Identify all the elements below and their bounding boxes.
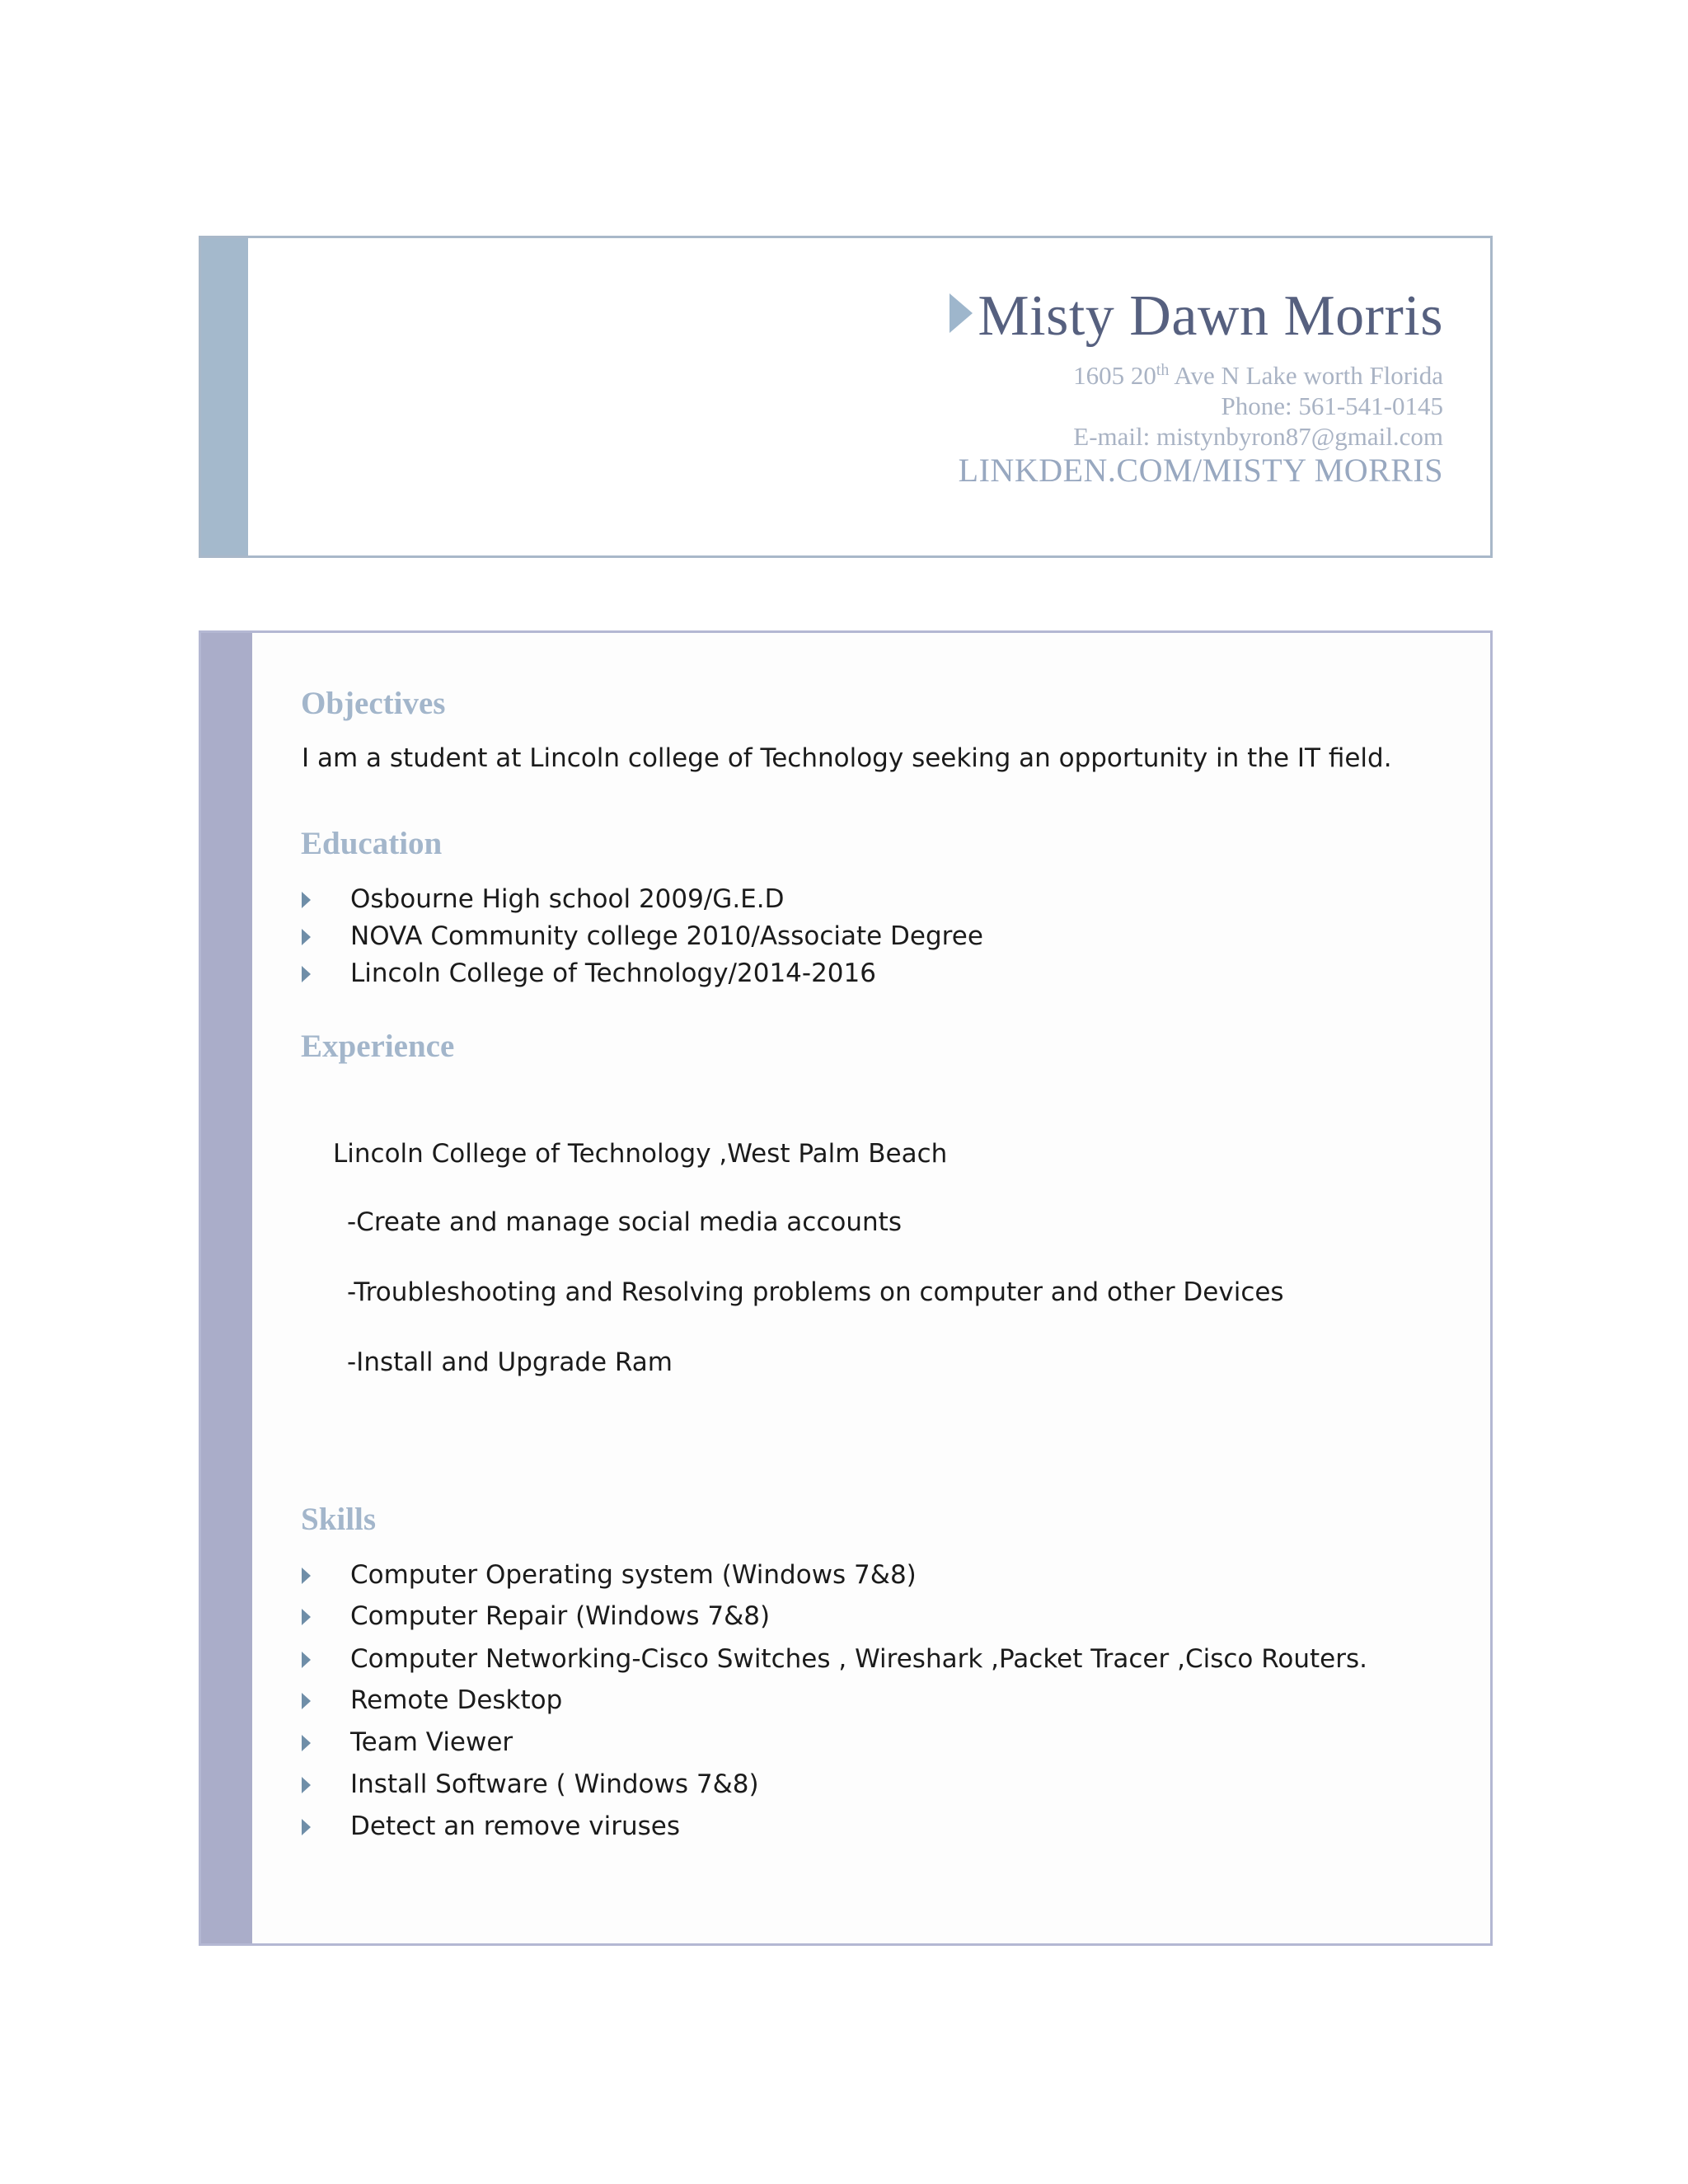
objectives-heading: Objectives — [301, 686, 446, 721]
education-item: Lincoln College of Technology/2014-2016 — [350, 958, 876, 988]
triangle-right-icon — [950, 293, 973, 333]
objectives-text: I am a student at Lincoln college of Technology seeking an opportunity in the IT field. — [302, 743, 1392, 773]
contact-details — [950, 360, 1443, 452]
list-item — [302, 1685, 563, 1715]
bullet-arrow-icon — [302, 1652, 311, 1668]
experience-duty: -Troubleshooting and Resolving problems on computer and other Devices — [347, 1277, 1284, 1307]
list-item — [302, 921, 983, 951]
bullet-arrow-icon — [302, 1819, 311, 1835]
address-ordinal: th — [1156, 361, 1170, 379]
experience-duty: -Install and Upgrade Ram — [347, 1347, 673, 1377]
skill-item: Computer Networking-Cisco Switches , Wireshark ,Packet Tracer ,Cisco Routers. — [350, 1644, 1367, 1674]
resume-body — [199, 630, 1493, 1946]
address-number: 1605 20 — [1073, 361, 1156, 390]
skill-item: Computer Repair (Windows 7&8) — [350, 1601, 771, 1631]
list-item — [302, 1560, 917, 1590]
bullet-arrow-icon — [302, 1777, 311, 1793]
skill-item: Install Software ( Windows 7&8) — [350, 1769, 759, 1799]
name-row — [950, 284, 1443, 348]
phone: Phone: 561-541-0145 — [1221, 391, 1443, 420]
experience-employer: Lincoln College of Technology ,West Palm Beach — [333, 1139, 948, 1169]
skill-item: Computer Operating system (Windows 7&8) — [350, 1560, 917, 1590]
skill-item: Detect an remove viruses — [350, 1811, 681, 1841]
skill-item: Remote Desktop — [350, 1685, 563, 1715]
email: E-mail: mistynbyron87@gmail.com — [1073, 422, 1443, 451]
list-item — [302, 884, 785, 914]
header-box — [199, 236, 1493, 558]
bullet-arrow-icon — [302, 1735, 311, 1751]
skill-item: Team Viewer — [350, 1727, 513, 1757]
bullet-arrow-icon — [302, 966, 311, 982]
list-item — [302, 958, 876, 988]
skills-heading: Skills — [301, 1502, 377, 1537]
body-accent-stripe — [201, 633, 252, 1943]
list-item — [302, 1769, 759, 1799]
linkedin-link: LINKDEN.COM/MISTY MORRIS — [958, 452, 1443, 489]
address-street: Ave N Lake worth Florida — [1169, 361, 1443, 390]
bullet-arrow-icon — [302, 1609, 311, 1625]
bullet-arrow-icon — [302, 1693, 311, 1709]
contact-block — [950, 284, 1443, 490]
education-item: Osbourne High school 2009/G.E.D — [350, 884, 785, 914]
education-item: NOVA Community college 2010/Associate Degree — [350, 921, 983, 951]
experience-heading: Experience — [301, 1029, 455, 1064]
list-item — [302, 1811, 681, 1841]
education-heading: Education — [301, 826, 443, 861]
bullet-arrow-icon — [302, 892, 311, 908]
bullet-arrow-icon — [302, 929, 311, 945]
address — [950, 360, 1443, 391]
header-accent-stripe — [201, 238, 248, 555]
candidate-name: Misty Dawn Morris — [978, 284, 1443, 348]
list-item — [302, 1727, 513, 1757]
list-item — [302, 1644, 1367, 1674]
list-item — [302, 1601, 771, 1631]
bullet-arrow-icon — [302, 1568, 311, 1584]
experience-duty: -Create and manage social media accounts — [347, 1207, 902, 1237]
